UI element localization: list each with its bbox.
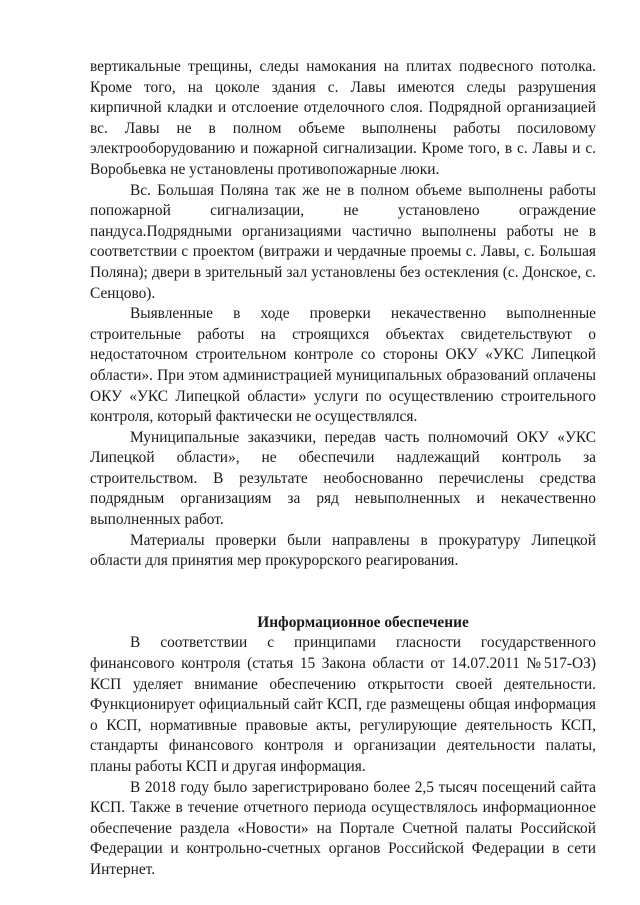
paragraph-bolshaya-polyana: Вс. Большая Поляна так же не в полном объеме выполнены работы попожарной сигнализации, не установлено ограждение пандуса.Подрядными организациями частично выполнены работы не в соответствии с проектом (витражи и чердачные проемы с. Лавы, с. Большая Поляна); двери в зрительный зал установлены без остекления (с. Донское, с. Сенцово).	[90, 181, 596, 302]
paragraph-construction-control: Выявленные в ходе проверки некачественно выполненные строительные работы на строящихся объектах свидетельствуют о недостаточном строительном контроле со стороны ОКУ «УКС Липецкой области». При этом администрацией муниципальных образований оплачены ОКУ «УКС Липецкой области» услуги по осуществлению строительного контроля, который фактически не осуществлялся.	[90, 305, 596, 426]
document-page	[90, 57, 596, 881]
section-heading: Информационное обеспечение	[257, 613, 469, 631]
section-spacer	[90, 572, 596, 613]
paragraph-transparency: В соответствии с принципами гласности государственного финансового контроля (статья 15 Закона области от 14.07.2011 №517-ОЗ) КСП уделяет внимание обеспечению открытости своей деятельности. Функционирует официальный сайт КСП, где размещены общая информация о КСП, нормативные правовые акты, регулирующие деятельность КСП, стандарты финансового контроля и организации деятельности палаты, планы работы КСП и другая информация.	[90, 634, 596, 775]
paragraph-prosecutor-referral: Материалы проверки были направлены в прокуратуру Липецкой области для принятия мер прокурорского реагирования.	[90, 531, 596, 570]
paragraph-site-visits: В 2018 году было зарегистрировано более 2,5 тысяч посещений сайта КСП. Также в течение отчетного периода осуществлялось информационное обеспечение раздела «Новости» на Портале Счетной палаты Российской Федерации и контрольно-счетных органов Российской Федерации в сети Интернет.	[90, 778, 596, 878]
paragraph-municipal-customers: Муниципальные заказчики, передав часть полномочий ОКУ «УКС Липецкой области», не обеспечили надлежащий контроль за строительством. В результате необоснованно перечислены средства подрядным организациям за ряд невыполненных и некачественно выполненных работ.	[90, 428, 596, 529]
paragraph-defects-lavy: вертикальные трещины, следы намокания на плитах подвесного потолка. Кроме того, на цоколе здания с. Лавы имеются следы разрушения кирпичной кладки и отслоение отделочного слоя. Подрядной организацией вс. Лавы не в полном объеме выполнены работы посиловому электрооборудованию и пожарной сигнализации. Кроме того, в с. Лавы и с. Воробьевка не установлены противопожарные люки.	[90, 58, 596, 178]
